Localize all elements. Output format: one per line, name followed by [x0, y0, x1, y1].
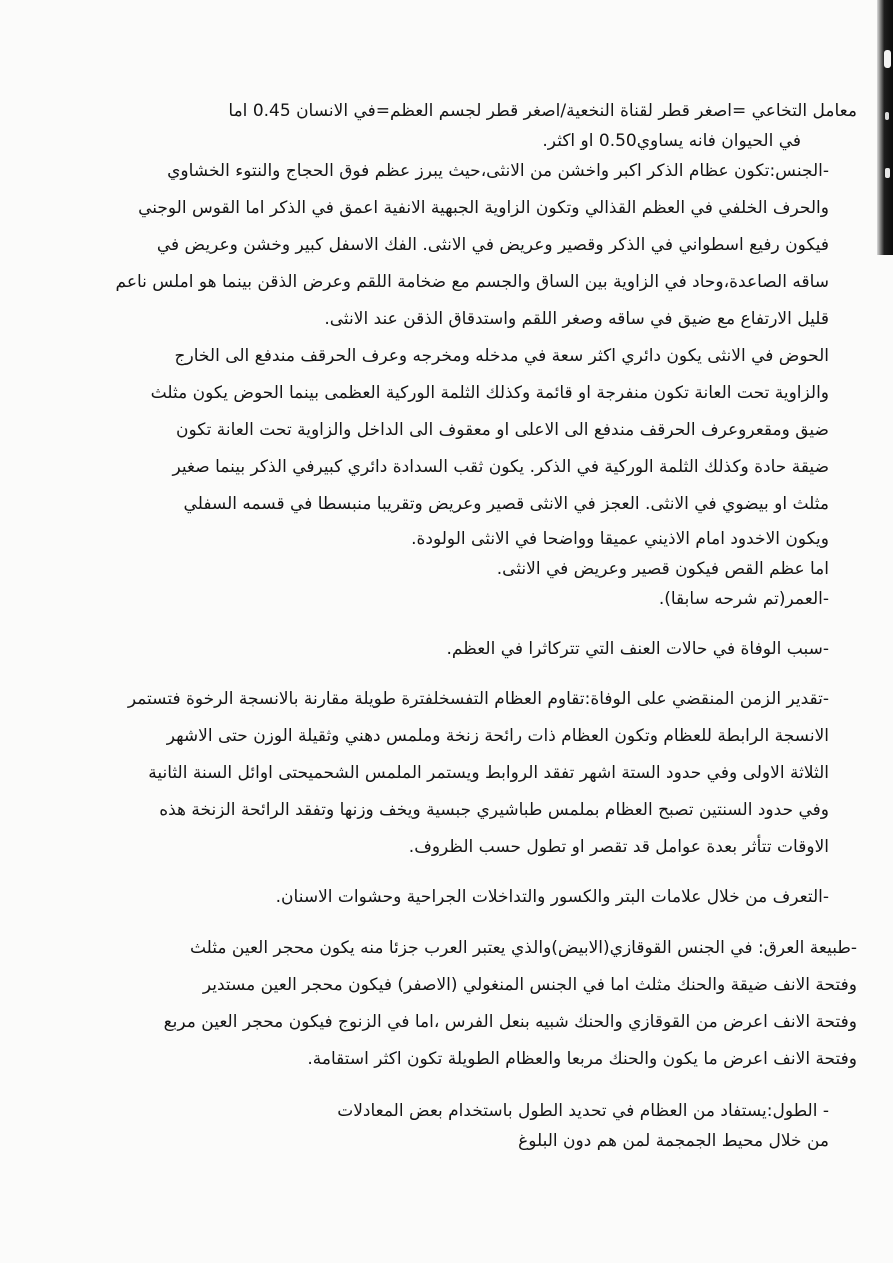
text-line: ضيق ومقعروعرف الحرقف مندفع الى الاعلى او معقوف الى الداخل والزاوية تحت العانة تكون	[175, 420, 829, 440]
text-line: قليل الارتفاع مع ضيق في ساقه وصغر اللقم واستدقاق الذقن عند الانثى.	[324, 309, 829, 329]
text-line: ويكون الاخدود امام الاذيني عميقا وواضحا في الانثى الولودة.	[411, 529, 829, 549]
text-line: والزاوية تحت العانة تكون منفرجة او قائمة وكذلك الثلمة الوركية العظمى بينما الحوض يكون مثلث	[150, 383, 829, 403]
scan-edge-spot	[885, 112, 889, 120]
text-line: من خلال محيط الجمجمة لمن هم دون البلوغ	[518, 1131, 829, 1151]
text-line: ضيقة حادة وكذلك الثلمة الوركية في الذكر. يكون ثقب السدادة دائري كبيرفي الذكر بينما صغير	[172, 457, 829, 477]
text-line: مثلث او بيضوي في الانثى. العجز في الانثى قصير وعريض وتقريبا منبسطا في قسمه السفلي	[183, 494, 829, 514]
text-line: الانسجة الرابطة للعظام وتكون العظام ذات رائحة زنخة وملمس دهني وثقيلة الوزن حتى الاشهر	[166, 726, 829, 746]
text-line: في الحيوان فانه يساوي0.50 او اكثر.	[542, 131, 801, 151]
text-line: الثلاثة الاولى وفي حدود الستة اشهر تفقد الروابط ويستمر الملمس الشحميحتى اوائل السنة الثانية	[148, 763, 829, 783]
text-line: -الجنس:تكون عظام الذكر اكبر واخشن من الانثى،حيث يبرز عظم فوق الحجاج والنتوء الخشاوي	[167, 161, 829, 181]
text-line: -سبب الوفاة في حالات العنف التي تتركاثرا في العظم.	[446, 639, 829, 659]
scan-shadow-edge	[877, 0, 893, 255]
text-line: وفتحة الانف اعرض ما يكون والحنك مربعا والعظام الطويلة تكون اكثر استقامة.	[307, 1049, 857, 1069]
text-line: فيكون رفيع اسطواني في الذكر وقصير وعريض في الانثى. الفك الاسفل كبير وخشن وعريض في	[156, 235, 829, 255]
text-line: معامل التخاعي =اصغر قطر لقناة النخعية/اصغر قطر لجسم العظم=في الانسان 0.45 اما	[228, 101, 857, 121]
text-line: وفتحة الانف ضيقة والحنك مثلث اما في الجنس المنغولي (الاصفر) فيكون محجر العين مستدير	[202, 975, 857, 995]
text-line: اما عظم القص فيكون قصير وعريض في الانثى.	[496, 559, 829, 579]
text-line: الحوض في الانثى يكون دائري اكثر سعة في مدخله ومخرجه وعرف الحرقف مندفع الى الخارج	[174, 346, 829, 366]
text-line: - الطول:يستفاد من العظام في تحديد الطول باستخدام بعض المعادلات	[337, 1101, 829, 1121]
scan-edge-spot	[884, 50, 891, 68]
scan-edge-spot	[885, 168, 890, 178]
text-line: والحرف الخلفي في العظم القذالي وتكون الزاوية الجبهية الانفية اعمق في الذكر اما القوس الوجني	[138, 198, 829, 218]
text-line: ساقه الصاعدة،وحاد في الزاوية بين الساق والجسم مع ضخامة اللقم وعرض الذقن بينما هو املس ناعم	[115, 272, 829, 292]
text-line: وفي حدود السنتين تصبح العظام بملمس طباشيري جبسية ويخف وزنها وتفقد الرائحة الزنخة هذه	[159, 800, 829, 820]
text-line: -التعرف من خلال علامات البتر والكسور والتداخلات الجراحية وحشوات الاسنان.	[275, 887, 829, 907]
text-line: -العمر(تم شرحه سابقا).	[658, 589, 829, 609]
text-line: -تقدير الزمن المنقضي على الوفاة:تقاوم العظام التفسخلفترة طويلة مقارنة بالانسجة الرخوة فتستمر	[127, 689, 829, 709]
text-line: وفتحة الانف اعرض من القوقازي والحنك شبيه بنعل الفرس ،اما في الزنوج فيكون محجر العين مربع	[163, 1012, 857, 1032]
text-line: -طبيعة العرق: في الجنس القوقازي(الابيض)والذي يعتبر العرب جزئا منه يكون محجر العين مثلث	[189, 938, 857, 958]
text-line: الاوقات تتأثر بعدة عوامل قد تقصر او تطول حسب الظروف.	[408, 837, 829, 857]
